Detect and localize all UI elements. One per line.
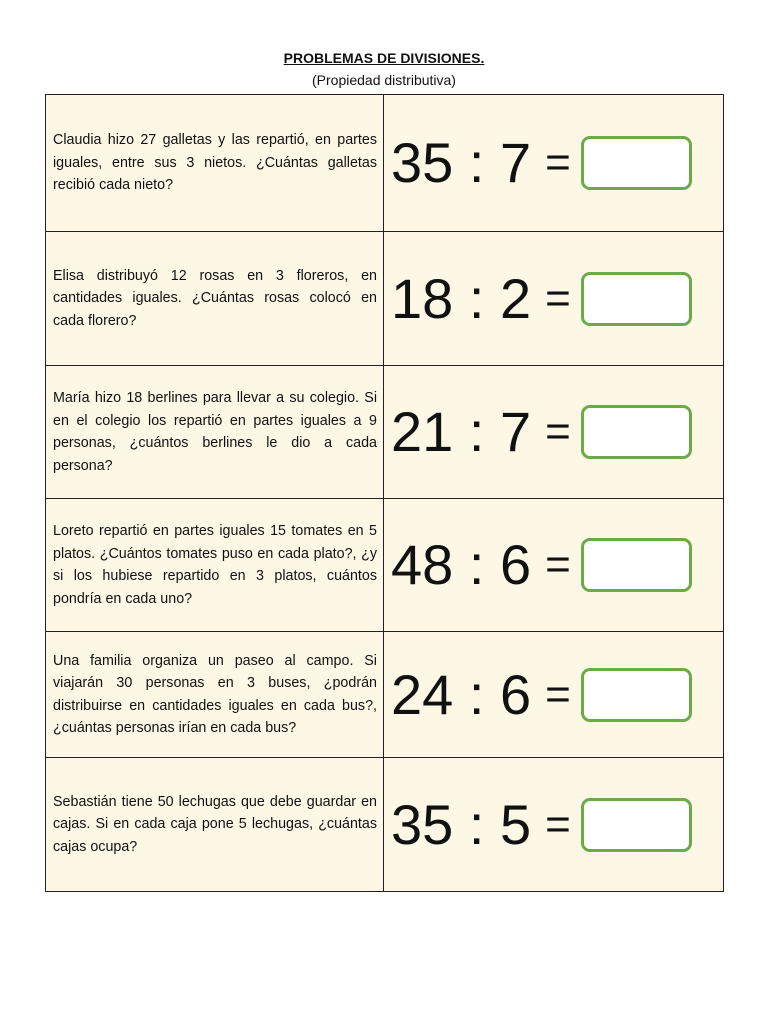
equation-cell-4 [384,499,724,632]
problem-text-6: Sebastián tiene 50 lechugas que debe guardar en cajas. Si en cada caja pone 5 lechugas, ¿cuántas cajas ocupa? [53,793,377,855]
equals-sign-6: = [545,799,571,849]
problem-cell-5 [46,632,384,758]
problem-cell-1 [46,95,384,232]
problem-row-4 [46,499,724,632]
problem-row-3 [46,366,724,499]
equation-cell-6 [384,758,724,892]
answer-box-6[interactable] [581,798,692,852]
problem-row-2 [46,232,724,366]
division-expression-6: 35 : 5 [391,792,532,856]
answer-box-2[interactable] [581,272,692,326]
equation-2 [384,266,723,330]
equation-4 [384,535,723,595]
problem-cell-4 [46,499,384,632]
problem-cell-3 [46,366,384,499]
equals-sign-3: = [545,407,571,456]
division-expression-1: 35 : 7 [391,131,532,194]
page-title: PROBLEMAS DE DIVISIONES. [283,50,485,66]
answer-box-1[interactable] [581,136,692,190]
equation-1 [384,133,723,193]
page-subtitle: (Propiedad distributiva) [312,72,456,88]
equation-cell-5 [384,632,724,758]
problem-row-1 [46,95,724,232]
problem-cell-2 [46,232,384,366]
equals-sign-1: = [545,138,571,187]
equation-cell-3 [384,366,724,499]
division-expression-5: 24 : 6 [391,662,532,726]
division-expression-3: 21 : 7 [391,400,532,463]
problem-text-5: Una familia organiza un paseo al campo. Si viajarán 30 personas en 3 buses, ¿podrán distribuirse en cantidades iguales en cada bus?, ¿cuántas personas irían en cada bus? [53,652,377,736]
equation-6 [384,792,723,856]
division-expression-2: 18 : 2 [391,266,532,330]
equals-sign-5: = [545,669,571,719]
problem-text-1: Claudia hizo 27 galletas y las repartió, en partes iguales, entre sus 3 nietos. ¿Cuántas galletas recibió cada nieto? [53,132,377,194]
problem-text-4: Loreto repartió en partes iguales 15 tomates en 5 platos. ¿Cuántos tomates puso en cada plato?, ¿y si los hubiese repartido en 3 platos, cuántos pondría en cada uno? [53,523,377,607]
problem-row-6 [46,758,724,892]
equation-cell-1 [384,95,724,232]
division-expression-4: 48 : 6 [391,533,532,596]
problem-row-5 [46,632,724,758]
answer-box-5[interactable] [581,668,692,722]
equation-5 [384,662,723,726]
equals-sign-4: = [545,540,571,589]
problem-text-2: Elisa distribuyó 12 rosas en 3 floreros, en cantidades iguales. ¿Cuántas rosas colocó en cada florero? [53,267,377,329]
answer-box-4[interactable] [581,538,692,592]
problems-table [45,94,724,892]
problem-text-3: María hizo 18 berlines para llevar a su colegio. Si en el colegio los repartió en partes iguales a 9 personas, ¿cuántos berlines le dio a cada persona? [53,390,377,474]
equation-cell-2 [384,232,724,366]
equals-sign-2: = [545,273,571,323]
answer-box-3[interactable] [581,405,692,459]
worksheet-header [0,48,768,90]
equation-3 [384,402,723,462]
problem-cell-6 [46,758,384,892]
